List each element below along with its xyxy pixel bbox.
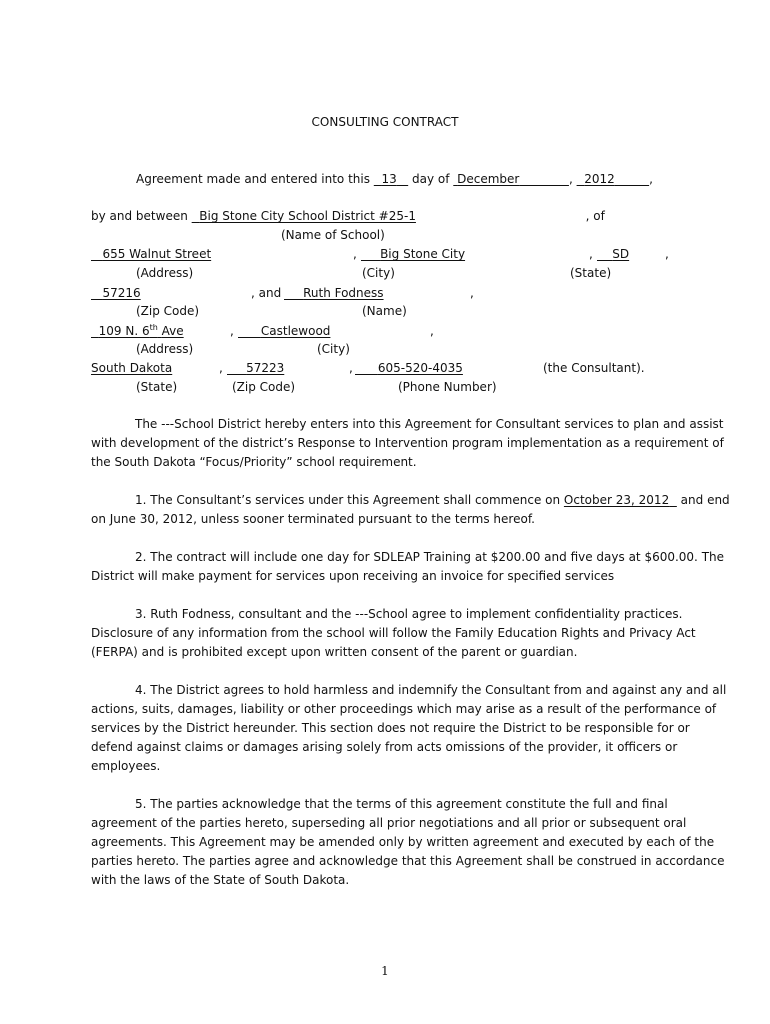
agreement-month: December <box>457 172 520 186</box>
school-city: Big Stone City <box>380 247 466 261</box>
clause-1: 1. The Consultant’s services under this Agreement shall commence on October 23, 2012 and end on June 30, 2012, unless sooner terminated pursuant to the terms hereof. <box>91 493 730 526</box>
and-label: , and <box>251 286 282 300</box>
zip-code-label: (Zip Code) <box>136 304 200 318</box>
school-name: Big Stone City School District #25-1 <box>199 209 416 223</box>
document-title: CONSULTING CONTRACT <box>311 115 459 129</box>
comma-sep: , <box>230 324 234 338</box>
consultant-name: Ruth Fodness <box>303 286 384 300</box>
zip-code-label-2: (Zip Code) <box>232 380 296 394</box>
consultant-phone: 605-520-4035 <box>377 361 463 375</box>
parties-line <box>91 207 605 226</box>
the-consultant-label: (the Consultant). <box>543 361 645 375</box>
address-label: (Address) <box>136 266 194 280</box>
state-label-2: (State) <box>136 380 178 394</box>
comma-sep: , <box>353 247 357 261</box>
name-of-school-label: (Name of School) <box>281 228 385 242</box>
consultant-city-label: (City) <box>317 342 350 356</box>
of-label: , of <box>585 209 605 223</box>
phone-number-label: (Phone Number) <box>398 380 497 394</box>
school-zip: 57216 <box>102 286 141 300</box>
clause-2: 2. The contract will include one day for SDLEAP Training at $200.00 and five days at $600.00. The District will make payment for services upon receiving an invoice for specified services <box>91 550 725 583</box>
comma-sep: , <box>665 247 669 261</box>
consultant-city: Castlewood <box>260 324 331 338</box>
by-and-between-label: by and between <box>91 209 188 223</box>
school-address: 655 Walnut Street <box>102 247 212 261</box>
intro-paragraph: The ---School District hereby enters into this Agreement for Consultant services to plan and assist with development of the district’s Response to Intervention program implementation as a requirement of the South Dakota “Focus/Priority” school requirement. <box>91 417 724 469</box>
comma-sep: , <box>589 247 593 261</box>
comma-sep: , <box>470 286 474 300</box>
clause-5: 5. The parties acknowledge that the terms of this agreement constitute the full and final agreement of the parties hereto, superseding all prior negotiations and all prior or subsequent oral agreements. This Agreement may be amended only by written agreement and executed by each of the parties hereto. The parties agree and acknowledge that this Agreement shall be construed in accordance with the laws of the State of South Dakota. <box>91 797 725 887</box>
clause-4: 4. The District agrees to hold harmless and indemnify the Consultant from and against any and all actions, suits, damages, liability or other proceedings which may arise as a result of the performance of services by the District hereunder. This section does not require the District to be responsible for or defend against claims or damages arising solely from acts omissions of the provider, it officers or employees. <box>91 683 727 773</box>
agreement-day-of: day of <box>412 172 450 186</box>
clause-3: 3. Ruth Fodness, consultant and the ---School agree to implement confidentiality practices. Disclosure of any information from the school will follow the Family Education Rights and Privacy Act (FERPA) and is prohibited except upon written consent of the parent or guardian. <box>91 607 696 659</box>
agreement-line: Agreement made and entered into this 13 day of December , 2012 , <box>136 172 653 186</box>
consultant-address: 109 N. 6th Ave <box>98 323 184 338</box>
consultant-zip: 57223 <box>246 361 285 375</box>
comma-sep: , <box>219 361 223 375</box>
consultant-state: South Dakota <box>91 361 173 375</box>
name-label: (Name) <box>362 304 407 318</box>
school-state: SD <box>612 247 630 261</box>
agreement-prefix: Agreement made and entered into this <box>136 172 370 186</box>
state-label: (State) <box>570 266 612 280</box>
comma-sep: , <box>430 324 434 338</box>
agreement-day: 13 <box>381 172 397 186</box>
comma-sep: , <box>349 361 353 375</box>
commence-date: October 23, 2012 <box>563 493 670 507</box>
city-label: (City) <box>362 266 395 280</box>
page-number: 1 <box>381 964 389 978</box>
consultant-address-label: (Address) <box>136 342 194 356</box>
agreement-year: 2012 <box>584 172 615 186</box>
